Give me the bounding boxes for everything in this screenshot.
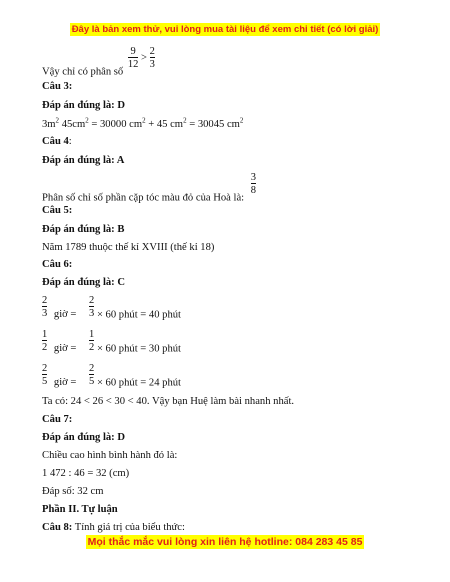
q5-answer: Đáp án đúng là: B bbox=[42, 224, 125, 235]
q4-title-text: Câu 4 bbox=[42, 136, 69, 147]
row-unit: giờ = bbox=[53, 343, 77, 355]
fraction-denominator: 3 bbox=[89, 308, 95, 319]
q4-explanation bbox=[42, 172, 256, 203]
superscript: 2 bbox=[142, 116, 146, 125]
q3-calculation bbox=[42, 116, 244, 130]
q8-line bbox=[42, 522, 185, 533]
q7-title: Câu 7: bbox=[42, 414, 73, 425]
q4-explanation-text: Phân số chỉ số phần cặp tóc màu đỏ của Hoà là: bbox=[42, 192, 245, 204]
q7-explanation: Chiều cao hình bình hành đó là: bbox=[42, 450, 178, 461]
fraction-3-8 bbox=[251, 172, 256, 196]
q7-result: Đáp số: 32 cm bbox=[42, 486, 104, 497]
q3-answer: Đáp án đúng là: D bbox=[42, 100, 126, 111]
fraction-numerator: 1 bbox=[89, 329, 95, 340]
fraction-numerator: 2 bbox=[42, 295, 48, 306]
fraction-denominator: 8 bbox=[250, 185, 257, 196]
q4-title bbox=[42, 136, 72, 147]
fraction-1-2 bbox=[42, 329, 47, 353]
q6-title: Câu 6: bbox=[42, 259, 73, 270]
q6-answer: Đáp án đúng là: C bbox=[42, 277, 126, 288]
q3-title: Câu 3: bbox=[42, 81, 73, 92]
fraction-2-3 bbox=[42, 295, 47, 319]
fraction-denominator: 3 bbox=[42, 308, 48, 319]
calc-part: 3m bbox=[42, 119, 56, 130]
calc-part: = 30045 cm bbox=[186, 119, 240, 130]
row-unit: giờ = bbox=[53, 377, 77, 389]
q7-calculation: 1 472 : 46 = 32 (cm) bbox=[42, 468, 130, 479]
row-unit: giờ = bbox=[53, 309, 77, 321]
fraction-2-3 bbox=[150, 46, 155, 70]
fraction-denominator: 12 bbox=[127, 59, 139, 70]
q6-row-2-5 bbox=[42, 363, 181, 388]
fraction-denominator: 2 bbox=[42, 342, 48, 353]
q6-row-1-2 bbox=[42, 329, 181, 354]
fraction-denominator: 5 bbox=[42, 376, 48, 387]
hotline-banner bbox=[0, 536, 450, 548]
row-calc: × 60 phút = 40 phút bbox=[96, 309, 181, 321]
q6-conclusion: Ta có: 24 < 26 < 30 < 40. Vậy bạn Huệ làm bài nhanh nhất. bbox=[42, 396, 295, 407]
q8-title: Câu 8: bbox=[42, 522, 73, 533]
fraction-numerator: 2 bbox=[89, 295, 95, 306]
preview-banner bbox=[0, 24, 450, 35]
q5-explanation: Năm 1789 thuộc thế kỉ XVIII (thế kỉ 18) bbox=[42, 242, 215, 253]
fraction-numerator: 1 bbox=[42, 329, 48, 340]
hotline-banner-text: Mọi thắc mắc vui lòng xin liên hệ hotline: 084 283 45 85 bbox=[87, 536, 363, 548]
superscript: 2 bbox=[85, 116, 89, 125]
q2-conclusion bbox=[42, 46, 155, 77]
fraction-9-12 bbox=[128, 46, 139, 70]
fraction-denominator: 5 bbox=[89, 376, 95, 387]
fraction-denominator: 3 bbox=[149, 59, 155, 70]
fraction-numerator: 2 bbox=[89, 363, 95, 374]
fraction-numerator: 2 bbox=[149, 46, 155, 57]
superscript: 2 bbox=[183, 116, 187, 125]
q4-title-colon: : bbox=[68, 136, 72, 147]
q6-row-2-3 bbox=[42, 295, 181, 320]
fraction-1-2 bbox=[89, 329, 94, 353]
q7-answer: Đáp án đúng là: D bbox=[42, 432, 126, 443]
q5-title: Câu 5: bbox=[42, 205, 73, 216]
fraction-denominator: 2 bbox=[89, 342, 95, 353]
preview-banner-text: Đây là bản xem thử, vui lòng mua tài liệu để xem chi tiết (có lời giải) bbox=[71, 24, 379, 35]
fraction-numerator: 2 bbox=[42, 363, 48, 374]
greater-than-sign: > bbox=[141, 52, 147, 64]
row-calc: × 60 phút = 24 phút bbox=[96, 377, 181, 389]
part-2-title: Phần II. Tự luận bbox=[42, 504, 118, 515]
fraction-numerator: 3 bbox=[250, 172, 257, 183]
calc-part: 45cm bbox=[59, 119, 86, 130]
fraction-numerator: 9 bbox=[130, 46, 136, 57]
fraction-2-5 bbox=[89, 363, 94, 387]
q2-conclusion-text: Vậy chỉ có phân số bbox=[42, 66, 124, 78]
q4-answer: Đáp án đúng là: A bbox=[42, 155, 125, 166]
fraction-2-3 bbox=[89, 295, 94, 319]
superscript: 2 bbox=[239, 116, 244, 125]
q8-text: Tính giá trị của biểu thức: bbox=[72, 522, 185, 533]
fraction-2-5 bbox=[42, 363, 47, 387]
calc-part: + 45 cm bbox=[145, 119, 184, 130]
row-calc: × 60 phút = 30 phút bbox=[96, 343, 181, 355]
superscript: 2 bbox=[55, 116, 60, 125]
calc-part: = 30000 cm bbox=[88, 119, 143, 130]
